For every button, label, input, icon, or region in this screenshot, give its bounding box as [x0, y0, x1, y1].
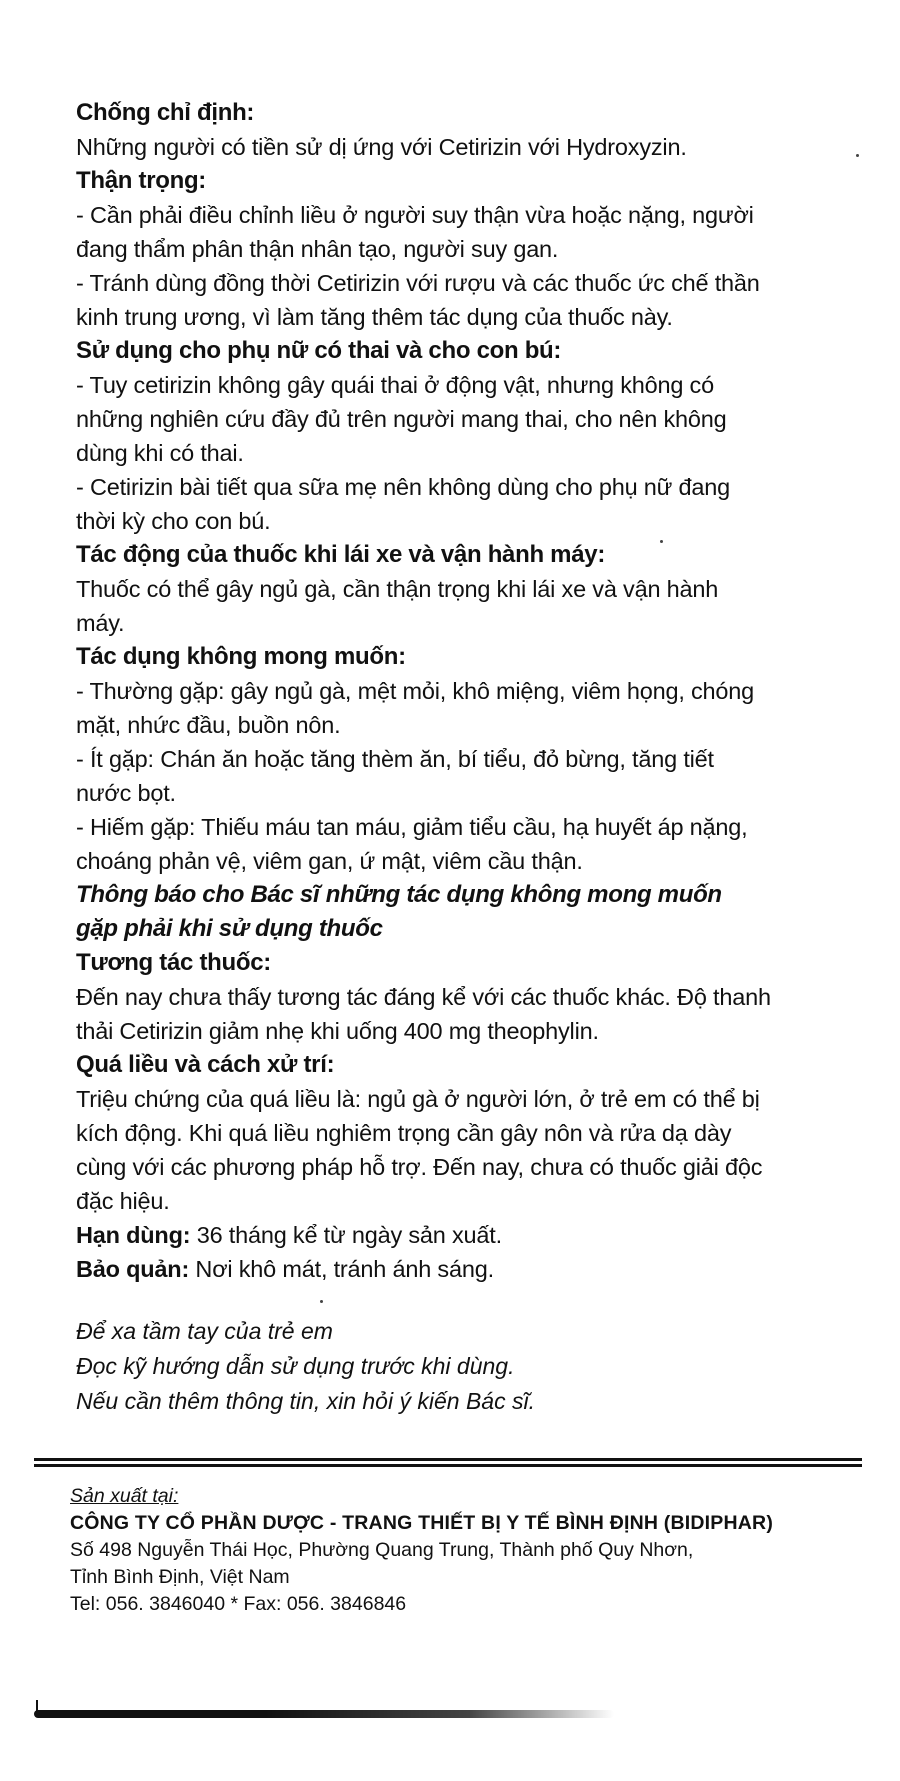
section-line: những nghiên cứu đầy đủ trên người mang thai, cho nên không [76, 406, 727, 432]
address-line: Tỉnh Bình Định, Việt Nam [70, 1566, 290, 1588]
section-line: dùng khi có thai. [76, 440, 244, 466]
spacer [76, 1300, 846, 1314]
storage-value: Nơi khô mát, tránh ánh sáng. [189, 1256, 494, 1282]
double-divider [34, 1458, 862, 1470]
scan-speck [320, 1300, 323, 1303]
spacer [76, 1286, 846, 1300]
section-line: kinh trung ương, vì làm tăng thêm tác dụng của thuốc này. [76, 304, 673, 330]
section-line: choáng phản vệ, viêm gan, ứ mật, viêm cầu thận. [76, 848, 583, 874]
section-line: - Tuy cetirizin không gây quái thai ở động vật, nhưng không có [76, 372, 714, 398]
company-name: CÔNG TY CỔ PHẦN DƯỢC - TRANG THIẾT BỊ Y TẾ BÌNH ĐỊNH (BIDIPHAR) [70, 1512, 774, 1534]
section-precautions [76, 164, 846, 334]
section-line: Đến nay chưa thấy tương tác đáng kể với các thuốc khác. Độ thanh [76, 984, 771, 1010]
section-line: thời kỳ cho con bú. [76, 508, 271, 534]
scan-speck [660, 540, 663, 543]
storage [76, 1252, 846, 1286]
shelf-life-label: Hạn dùng: [76, 1222, 191, 1248]
section-line: - Cần phải điều chỉnh liều ở người suy thận vừa hoặc nặng, người [76, 202, 754, 228]
section-line: Những người có tiền sử dị ứng với Cetirizin với Hydroxyzin. [76, 134, 687, 160]
shelf-life [76, 1218, 846, 1252]
section-report-notice [76, 878, 846, 946]
section-title: Thận trọng: [76, 167, 207, 194]
section-line: nước bọt. [76, 780, 176, 806]
warning-line: Đọc kỹ hướng dẫn sử dụng trước khi dùng. [76, 1353, 515, 1379]
storage-label: Bảo quản: [76, 1256, 190, 1282]
section-line: Thuốc có thể gây ngủ gà, cần thận trọng khi lái xe và vận hành [76, 576, 719, 602]
section-line: cùng với các phương pháp hỗ trợ. Đến nay, chưa có thuốc giải độc [76, 1154, 763, 1180]
section-title: Quá liều và cách xử trí: [76, 1051, 335, 1078]
scan-speck [856, 154, 859, 157]
section-contraindications [76, 96, 846, 164]
leaflet-body [76, 96, 846, 1419]
warning-line: Nếu cần thêm thông tin, xin hỏi ý kiến Bác sĩ. [76, 1388, 535, 1414]
address-line: Số 498 Nguyễn Thái Học, Phường Quang Trung, Thành phố Quy Nhơn, [70, 1539, 694, 1561]
section-line: đang thẩm phân thận nhân tạo, người suy gan. [76, 236, 559, 262]
section-line: - Cetirizin bài tiết qua sữa mẹ nên không dùng cho phụ nữ đang [76, 474, 730, 500]
section-title: Chống chỉ định: [76, 99, 255, 126]
section-line: - Thường gặp: gây ngủ gà, mệt mỏi, khô miệng, viêm họng, chóng [76, 678, 755, 704]
section-title: Tương tác thuốc: [76, 949, 271, 976]
section-driving [76, 538, 846, 640]
section-pregnancy [76, 334, 846, 538]
warnings-block [76, 1314, 846, 1419]
section-line: máy. [76, 610, 125, 636]
warning-line: Để xa tầm tay của trẻ em [76, 1318, 333, 1344]
contact-line: Tel: 056. 3846040 * Fax: 056. 3846846 [70, 1593, 407, 1615]
section-line: đặc hiệu. [76, 1188, 170, 1214]
manufacturer-footer [70, 1483, 870, 1618]
section-line: - Tránh dùng đồng thời Cetirizin với rượu và các thuốc ức chế thần [76, 270, 760, 296]
notice-line: Thông báo cho Bác sĩ những tác dụng không mong muốn [76, 881, 722, 908]
section-line: mặt, nhức đầu, buồn nôn. [76, 712, 341, 738]
section-interactions [76, 946, 846, 1048]
section-line: - Hiếm gặp: Thiếu máu tan máu, giảm tiểu cầu, hạ huyết áp nặng, [76, 814, 748, 840]
section-title: Sử dụng cho phụ nữ có thai và cho con bú: [76, 337, 562, 364]
manufacturer-label: Sản xuất tại: [70, 1485, 179, 1507]
section-overdose [76, 1048, 846, 1218]
shelf-life-value: 36 tháng kể từ ngày sản xuất. [190, 1222, 502, 1248]
divider-line [34, 1458, 862, 1461]
bottom-scan-bar [34, 1710, 614, 1718]
section-line: kích động. Khi quá liều nghiêm trọng cần gây nôn và rửa dạ dày [76, 1120, 732, 1146]
section-title: Tác dụng không mong muốn: [76, 643, 406, 670]
section-side-effects [76, 640, 846, 878]
section-line: Triệu chứng của quá liều là: ngủ gà ở người lớn, ở trẻ em có thể bị [76, 1086, 760, 1112]
divider-line [34, 1464, 862, 1467]
section-line: - Ít gặp: Chán ăn hoặc tăng thèm ăn, bí tiểu, đỏ bừng, tăng tiết [76, 746, 714, 772]
notice-line: gặp phải khi sử dụng thuốc [76, 915, 383, 942]
section-line: thải Cetirizin giảm nhẹ khi uống 400 mg theophylin. [76, 1018, 599, 1044]
section-title: Tác động của thuốc khi lái xe và vận hành máy: [76, 541, 606, 568]
